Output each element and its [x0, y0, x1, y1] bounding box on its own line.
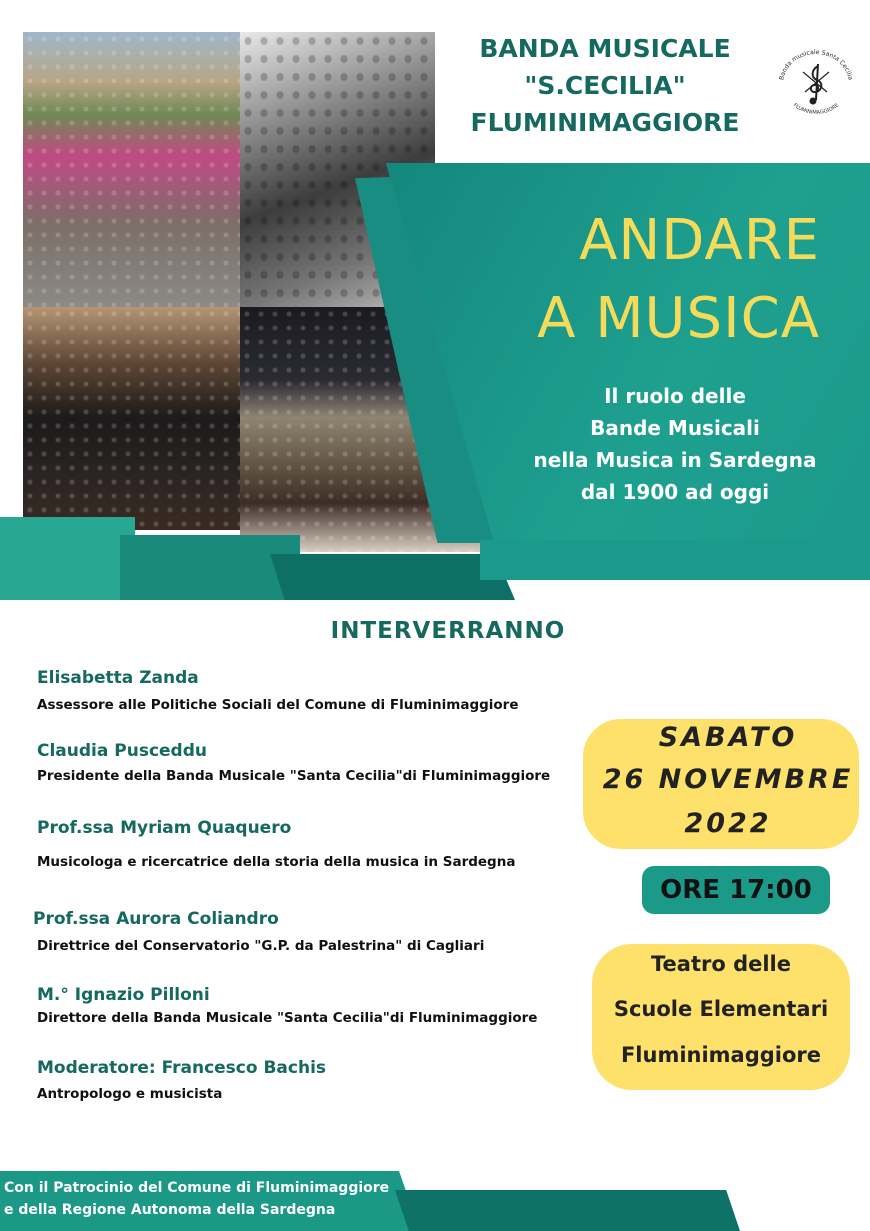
logo-text: Banda musicale Santa Cecilia: [778, 48, 854, 81]
event-subtitle: [500, 380, 850, 508]
treble-clef-icon: [803, 64, 829, 104]
speaker-role: Antropologo e musicista: [37, 1086, 223, 1102]
org-line: "S.CECILIA": [524, 71, 686, 100]
speakers-heading: INTERVERRANNO: [330, 618, 566, 644]
speaker-name: Prof.ssa Myriam Quaquero: [37, 818, 292, 838]
subtitle-line: Il ruolo delle: [604, 384, 746, 408]
svg-text:Banda musicale Santa Cecilia: [778, 49, 854, 81]
speaker-name: Elisabetta Zanda: [37, 668, 199, 688]
patronage-line: e della Regione Autonoma della Sardegna: [4, 1202, 336, 1218]
photo-band-uniforms: [23, 307, 240, 530]
event-year: 2022: [684, 808, 772, 839]
teal-strip: [480, 540, 870, 580]
speaker-name: Claudia Pusceddu: [37, 741, 207, 761]
event-time: ORE 17:00: [642, 866, 830, 914]
subtitle-line: dal 1900 ad oggi: [580, 480, 770, 504]
subtitle-line: nella Musica in Sardegna: [533, 448, 817, 472]
venue-line: Fluminimaggiore: [620, 1043, 822, 1067]
speaker-name: M.° Ignazio Pilloni: [37, 985, 210, 1005]
event-title-line: ANDARE: [579, 208, 820, 273]
photo-band-parade: [23, 32, 240, 307]
teal-strip: [120, 535, 300, 600]
speaker-role: Assessore alle Politiche Sociali del Comune di Fluminimaggiore: [37, 697, 519, 713]
footer-band-dark: [395, 1190, 740, 1231]
subtitle-line: Bande Musicali: [590, 416, 760, 440]
speaker-role: Direttrice del Conservatorio "G.P. da Palestrina" di Cagliari: [37, 938, 485, 954]
logo-bottom-text: FLUMINIMAGGIORE: [791, 102, 841, 116]
speaker-name: Prof.ssa Aurora Coliandro: [33, 909, 279, 929]
speaker-role: Presidente della Banda Musicale "Santa Cecilia"di Fluminimaggiore: [37, 768, 551, 784]
event-title-line: A MUSICA: [537, 286, 820, 351]
patronage-line: Con il Patrocinio del Comune di Fluminimaggiore: [4, 1180, 390, 1196]
speaker-role: Direttore della Banda Musicale "Santa Cecilia"di Fluminimaggiore: [37, 1010, 538, 1026]
venue-line: Teatro delle: [651, 952, 791, 976]
venue-line: Scuole Elementari: [613, 997, 829, 1021]
band-logo: [775, 48, 857, 120]
svg-text:FLUMINIMAGGIORE: [792, 102, 840, 116]
event-date: 26 NOVEMBRE: [602, 764, 854, 795]
org-line: FLUMINIMAGGIORE: [470, 108, 740, 137]
organization-name: [440, 30, 770, 141]
teal-strip: [0, 517, 135, 600]
speaker-name: Moderatore: Francesco Bachis: [37, 1058, 327, 1078]
teal-strip: [270, 554, 515, 600]
org-line: BANDA MUSICALE: [479, 34, 731, 63]
event-day: SABATO: [658, 722, 798, 753]
speaker-role: Musicologa e ricercatrice della storia della musica in Sardegna: [37, 854, 516, 870]
